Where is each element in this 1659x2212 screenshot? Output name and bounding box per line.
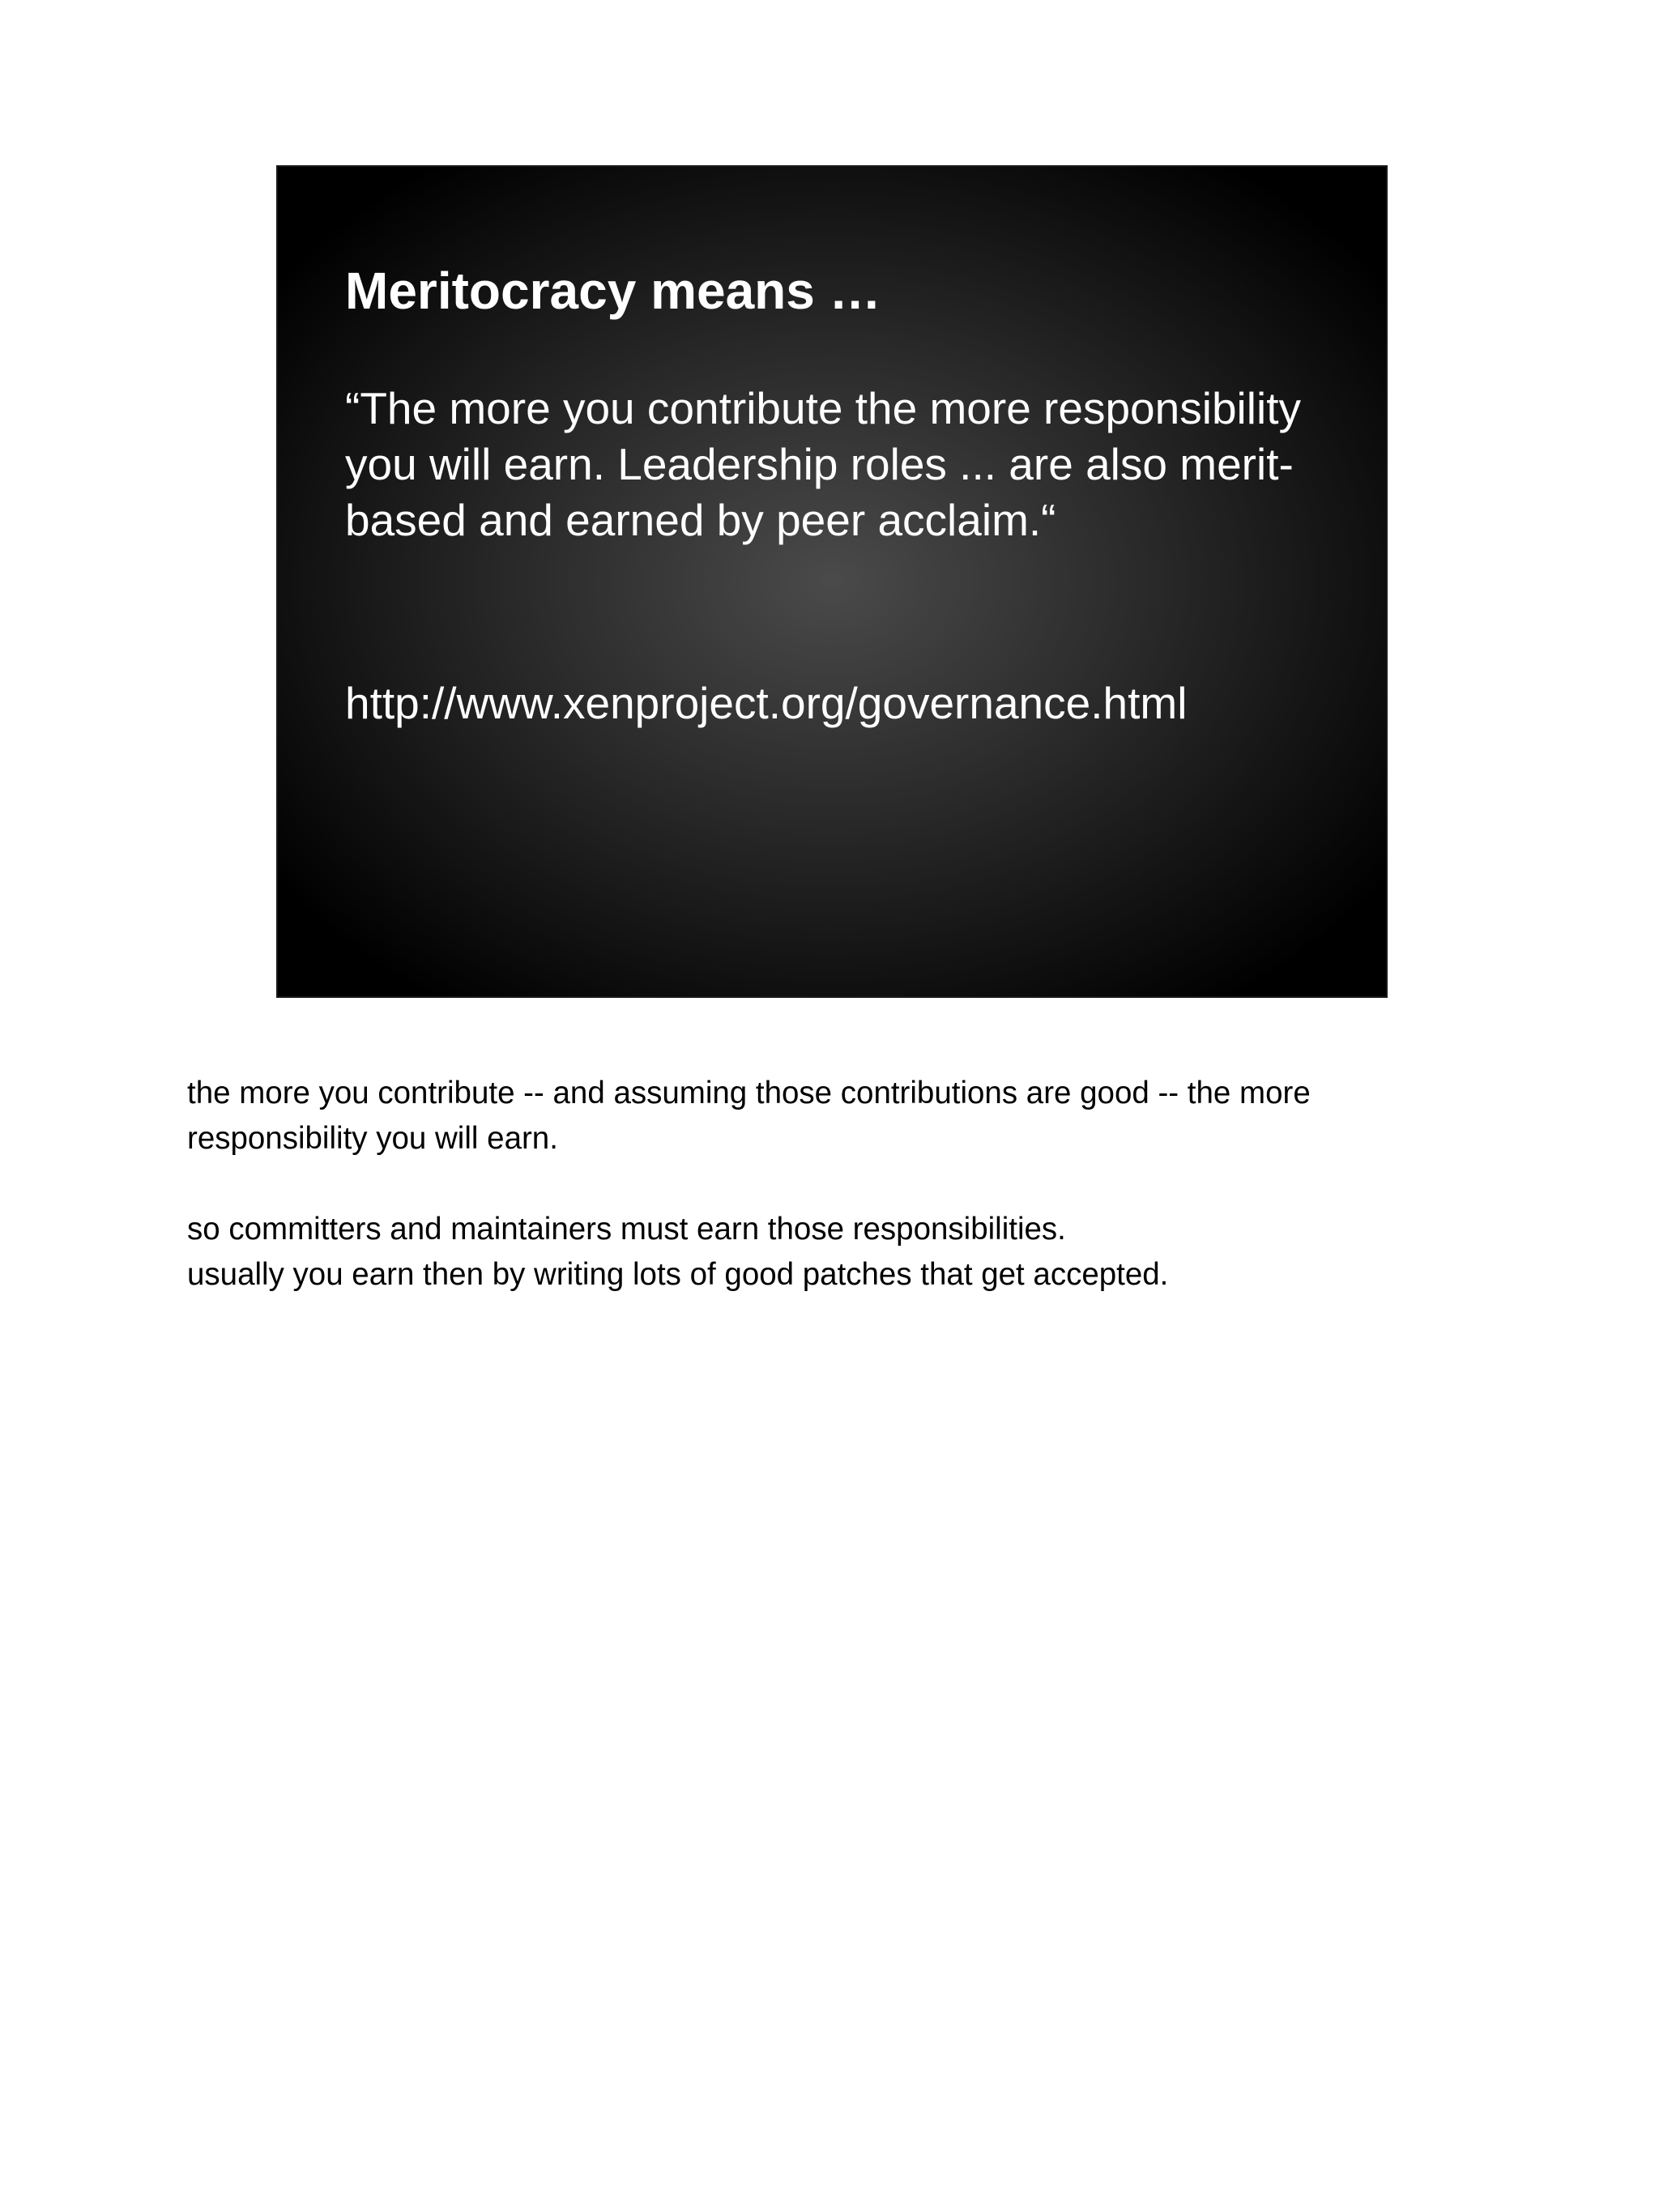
notes-line: usually you earn then by writing lots of good patches that get accepted.: [187, 1257, 1169, 1292]
speaker-notes: [187, 1071, 1483, 1298]
slide: [276, 165, 1388, 998]
slide-quote: “The more you contribute the more responsibility you will earn. Leadership roles ... are also merit-based and earned by peer acclaim.“: [345, 383, 1301, 545]
notes-spacer: [187, 1161, 1483, 1207]
notes-line: so committers and maintainers must earn those responsibilities.: [187, 1212, 1066, 1247]
slide-url: http://www.xenproject.org/governance.html: [345, 678, 1188, 728]
notes-paragraph: the more you contribute -- and assuming those contributions are good -- the more responsibility you will earn.: [187, 1076, 1311, 1156]
slide-title: Meritocracy means …: [345, 262, 881, 320]
